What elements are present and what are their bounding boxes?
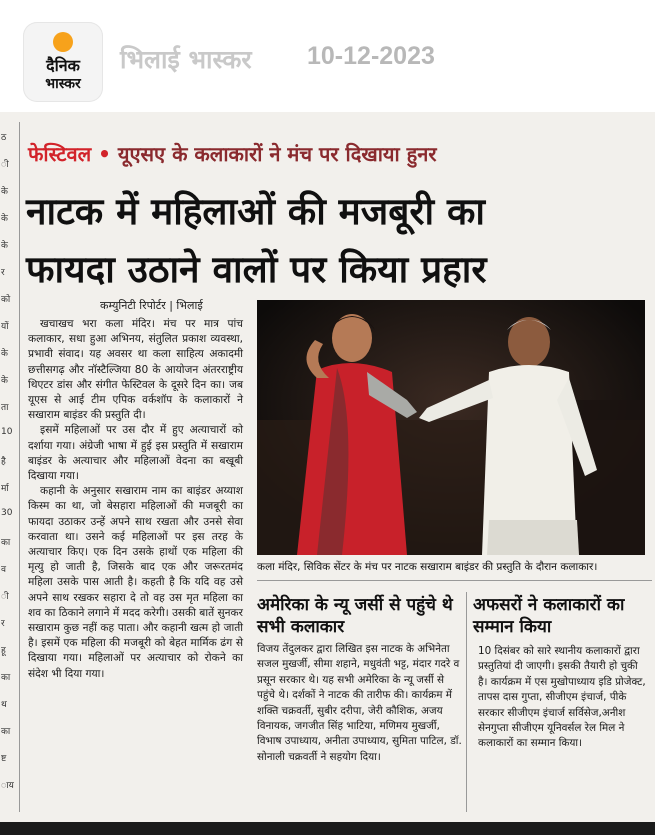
article-photo[interactable] — [257, 300, 645, 555]
fragment-text: के — [1, 349, 8, 359]
fragment-text: को — [1, 295, 11, 305]
headline-line2: फायदा उठाने वालों पर किया प्रहार — [26, 248, 487, 291]
logo-line1: दैनिक — [46, 56, 80, 75]
sun-logo-icon — [53, 32, 73, 52]
fragment-text: थ — [1, 700, 7, 710]
fragment-text: व — [1, 565, 7, 575]
fragment-text: के — [1, 187, 8, 197]
box1-title: अमेरिका के न्यू जर्सी से पहुंचे थे सभी कलाकार — [257, 595, 453, 637]
fragment-text: यों — [1, 322, 9, 332]
column-divider — [19, 122, 20, 812]
fragment-text: ठ — [1, 133, 7, 143]
kicker-dot: • — [98, 142, 111, 166]
fragment-text: 30 — [1, 508, 13, 518]
edition-date: 10-12-2023 — [307, 42, 435, 70]
adjacent-article-fragment — [0, 122, 16, 812]
fragment-text: ता — [1, 403, 9, 413]
byline: कम्युनिटी रिपोर्टर | भिलाई — [100, 299, 203, 312]
box2-title: अफसरों ने कलाकारों का सम्मान किया — [473, 595, 625, 637]
box1-body: विजय तेंदुलकर द्वारा लिखित इस नाटक के अभिनेता सजल मुखर्जी, सीमा शहाने, मधुवंती भट्ट, मंदार गदरे व प्रसून सरकार थे। यह सभी अमेरिका के न्यू जर्सी से पहुंचे थे। दर्शकों ने नाटक की तारीफ की। कार्यक्रम में शक्ति चक्रवर्ती, सुबीर दरीपा, जेरी कौशिक, अजय विनायक, जगजीत सिंह भाटिया, मणिमय मुखर्जी, विभाष उपाध्याय, अनीता उपाध्याय, सुमिता पाटिल, डॉ. सोनाली चक्रवर्ती ने सहयोग दिया। — [257, 643, 462, 763]
fragment-text: हू — [1, 646, 6, 656]
fragment-text: ी — [1, 592, 9, 602]
article-body — [28, 317, 243, 682]
fragment-text: ष्ट — [1, 754, 7, 764]
fragment-text: 10 — [1, 427, 13, 437]
fragment-text: के — [1, 214, 8, 224]
body-paragraph-2: इसमें महिलाओं पर उस दौर में हुए अत्याचारों को दर्शाया गया। अंग्रेजी भाषा में हुई इस प्रस्तुति में सखाराम बाइंडर के अत्याचार और महिलाओं वेदना का बखूबी दिखाया गया। — [28, 424, 243, 483]
kicker-text: यूएसए के कलाकारों ने मंच पर दिखाया हुनर — [117, 142, 437, 166]
fragment-text: र्मा — [1, 484, 9, 494]
fragment-text: र — [1, 268, 5, 278]
body-paragraph-1: खचाखच भरा कला मंदिर। मंच पर मात्र पांच कलाकार, सधा हुआ अभिनय, संतुलित प्रकाश व्यवस्था, प्रभावी संवाद। यह अवसर था कला साहित्य अकादमी छत्तीसगढ़ और नॉस्टैल्जिया 80 के आयोजन अंतरराष्ट्रीय थिएटर डांस और संगीत फेस्टिवल के दूसरे दिन का। जब यूएस से आई टीम एपिक वर्कशॉप के कलाकारों ने सखाराम बाइंडर की प्रस्तुति दी। — [28, 318, 243, 422]
headline-line1: नाटक में महिलाओं की मजबूरी का — [26, 190, 485, 233]
fragment-text: ाय — [1, 781, 14, 791]
logo-line2: भास्कर — [45, 76, 81, 92]
fragment-text: र — [1, 619, 5, 629]
edition-name: भिलाई भास्कर — [120, 45, 252, 74]
body-paragraph-3: कहानी के अनुसार सखाराम नाम का बाइंडर अय्याश किस्म का था, जो बेसहारा महिलाओं की मजबूरी का फायदा उठाकर उन्हें अपने साथ रखता और उनसे सेवा करवाता था। उसने कई महिलाओं पर इस तरह के अत्याचार किए। एक दिन उसके हाथों एक महिला की मृत्यु हो जाती है, जिसके बाद एक और जरूरतमंद महिला उसके पास आती है। कहती है कि यदि वह उसे अपने साथ रखकर सहारा दे तो वह उस मृत महिला का शव का ठिकाने लगाने में मदद करेगी। उसकी बातें सुनकर सखाराम कुछ नहीं कह पाता। और कहानी खत्म हो जाती है। इसमें एक महिला की मजबूरी को बेहत मार्मिक ढंग से दिखाया गया। महिलाओं पर अत्याचार को रोकने का संदेश भी दिया गया। — [28, 485, 244, 680]
kicker-label: फेस्टिवल — [28, 142, 92, 166]
article-kicker — [28, 140, 437, 167]
fragment-text: ी — [1, 160, 9, 170]
photo-caption: कला मंदिर, सिविक सेंटर के मंच पर नाटक सखाराम बाइंडर की प्रस्तुति के दौरान कलाकार। — [257, 561, 598, 573]
fragment-text: है — [1, 457, 6, 467]
fragment-text: का — [1, 673, 11, 683]
fragment-text: के — [1, 376, 8, 386]
box2-body: 10 दिसंबर को सारे स्थानीय कलाकारों द्वारा प्रस्तुतियां दी जाएगी। इसकी तैयारी हो चुकी है। कार्यक्रम में एस मुखोपाध्याय इडि प्रोजेक्ट, तापस दास गुप्ता, सीजीएम इंचार्ज, पीके सरकार सीजीएम इंचार्ज सर्विसेज,अनीश सेनगुप्ता सीजीएम यूनिवर्सल रेल मिल ने कलाकारों का सम्मान किया। — [478, 645, 646, 750]
box-divider — [466, 592, 467, 812]
newspaper-page[interactable] — [0, 112, 655, 822]
fragment-text: का — [1, 727, 11, 737]
dainik-bhaskar-logo[interactable] — [23, 22, 103, 102]
caption-divider — [257, 580, 652, 581]
stage-scene-illustration — [257, 300, 645, 555]
fragment-text: के — [1, 241, 8, 251]
bottom-toolbar — [0, 822, 655, 835]
app-header — [0, 0, 655, 112]
fragment-text: का — [1, 538, 11, 548]
